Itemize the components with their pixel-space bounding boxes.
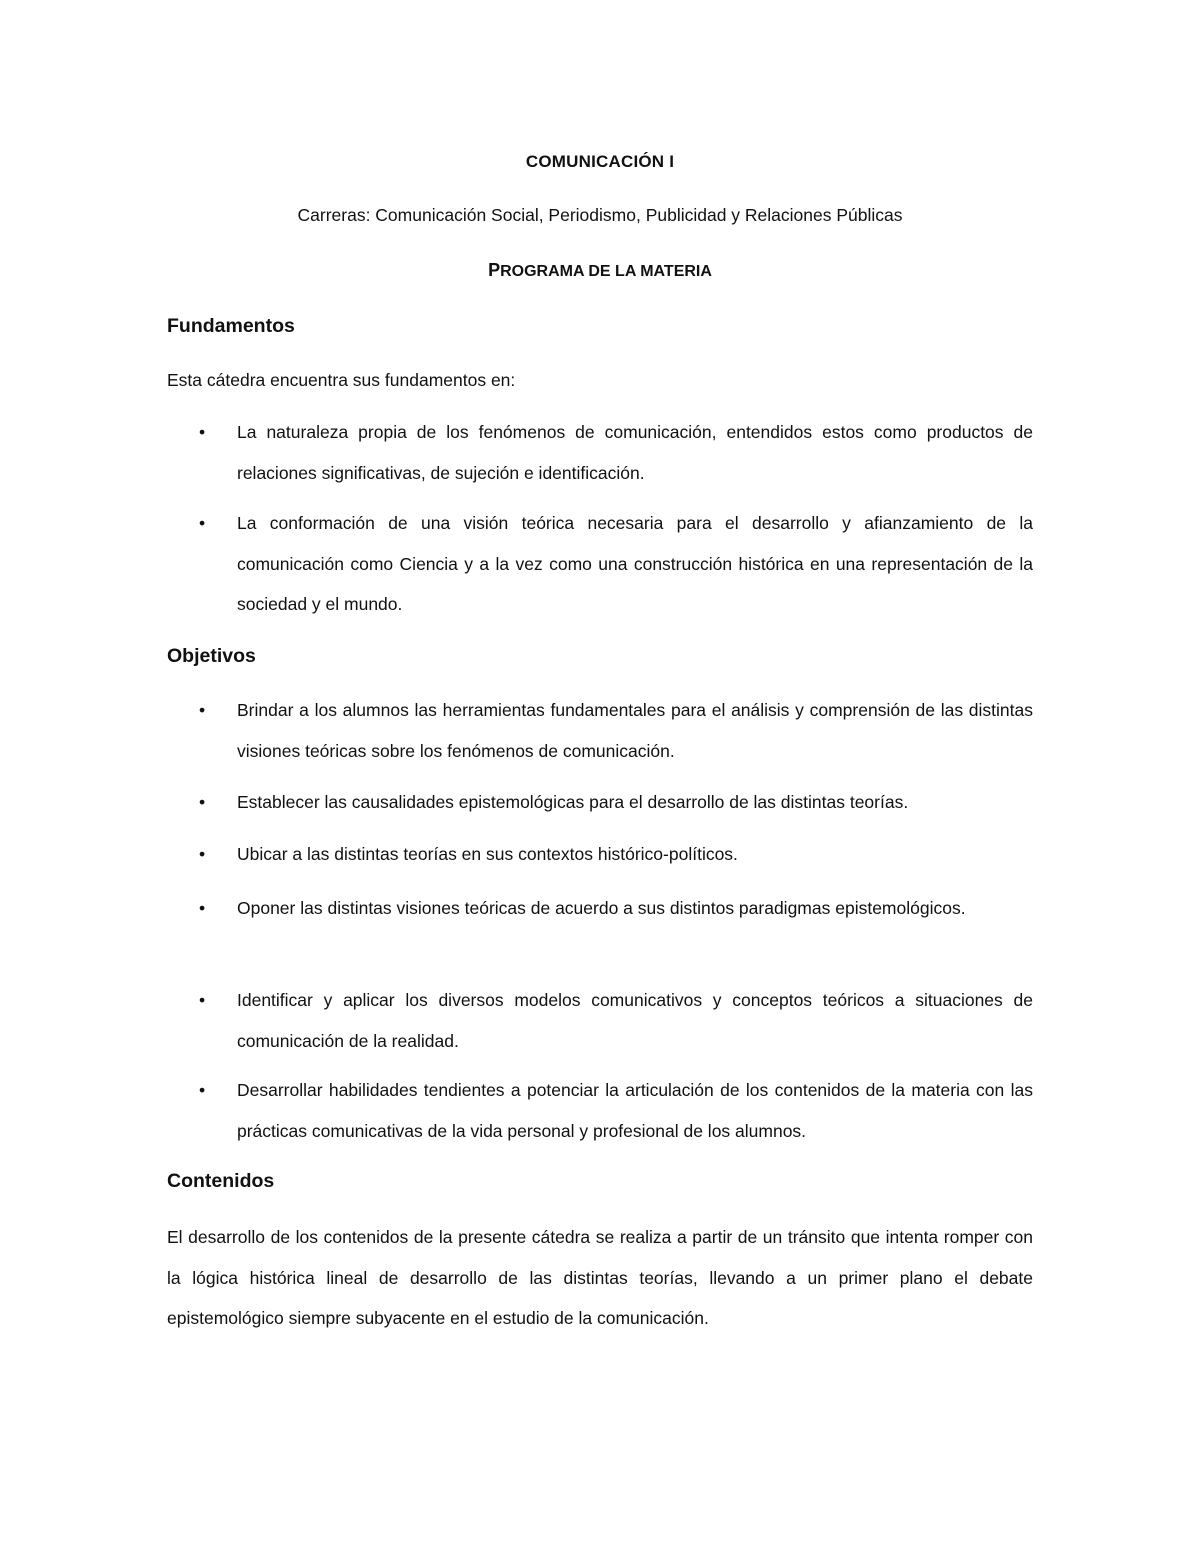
document-title: COMUNICACIÓN I	[525, 152, 675, 171]
section-heading-fundamentos: Fundamentos	[167, 315, 295, 337]
bullet-icon: •	[199, 700, 206, 720]
bullet-icon: •	[199, 792, 206, 812]
bullet-icon: •	[199, 513, 206, 533]
bullet-icon: •	[199, 422, 206, 442]
section-heading-contenidos: Contenidos	[167, 1170, 275, 1192]
list-item-text: Establecer las causalidades epistemológicas para el desarrollo de las distintas teorías.	[237, 792, 909, 812]
list-item-text: Oponer las distintas visiones teóricas de acuerdo a sus distintos paradigmas epistemológicos.	[237, 898, 966, 918]
careers-line: Carreras: Comunicación Social, Periodismo, Publicidad y Relaciones Públicas	[297, 205, 903, 225]
fundamentos-intro: Esta cátedra encuentra sus fundamentos en:	[167, 370, 516, 390]
list-item-text: Identificar y aplicar los diversos modelos comunicativos y conceptos teóricos a situaciones de comunicación de la realidad.	[237, 990, 1033, 1051]
bullet-icon: •	[199, 844, 206, 864]
list-item-text: La naturaleza propia de los fenómenos de comunicación, entendidos estos como productos de relaciones significativas, de sujeción e identificación.	[237, 422, 1033, 483]
bullet-icon: •	[199, 990, 206, 1010]
program-title	[0, 260, 1200, 281]
section-heading-objetivos: Objetivos	[167, 645, 256, 667]
list-item-text: Desarrollar habilidades tendientes a potenciar la articulación de los contenidos de la materia con las prácticas comunicativas de la vida personal y profesional de los alumnos.	[237, 1080, 1033, 1141]
list-item-text: Brindar a los alumnos las herramientas fundamentales para el análisis y comprensión de las distintas visiones teóricas sobre los fenómenos de comunicación.	[237, 700, 1033, 761]
list-item-text: Ubicar a las distintas teorías en sus contextos histórico-políticos.	[237, 844, 738, 864]
program-title-initial: P	[488, 260, 501, 280]
contenidos-paragraph: El desarrollo de los contenidos de la presente cátedra se realiza a partir de un tránsito que intenta romper con la lógica histórica lineal de desarrollo de las distintas teorías, llevando a un primer plano el debate epistemológico siempre subyacente en el estudio de la comunicación.	[167, 1227, 1033, 1328]
bullet-icon: •	[199, 898, 206, 918]
list-item-text: La conformación de una visión teórica necesaria para el desarrollo y afianzamiento de la comunicación como Ciencia y a la vez como una construcción histórica en una representación de la sociedad y el mundo.	[237, 513, 1033, 614]
program-title-rest: ROGRAMA DE LA MATERIA	[500, 263, 712, 280]
bullet-icon: •	[199, 1080, 206, 1100]
